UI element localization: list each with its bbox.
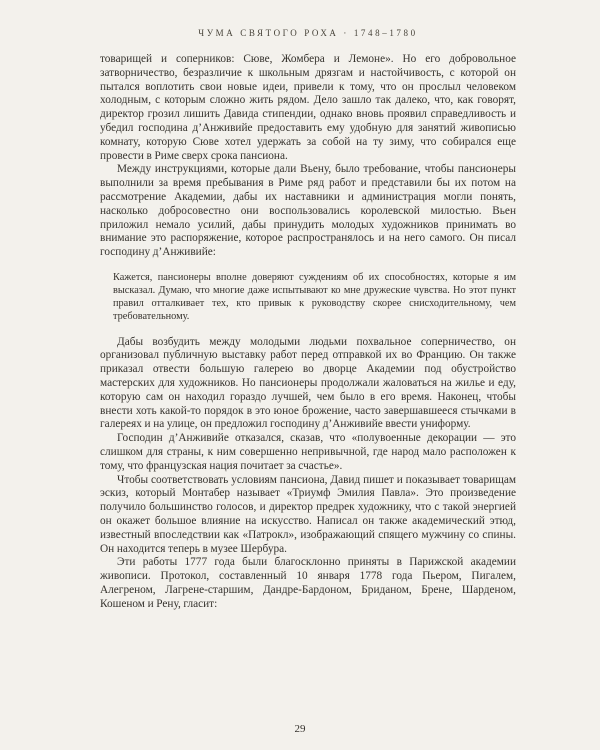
text-block — [100, 53, 516, 612]
body-paragraph: Господин д’Анживийе отказался, сказав, что «полувоенные декорации — это слишком для страны, к ним совершенно непривычной, где народ мало расположен к тому, что французская нация почитает за счастье». — [100, 432, 516, 472]
page-number: 29 — [294, 723, 306, 735]
body-paragraph: Эти работы 1777 года были благосклонно приняты в Парижской академии живописи. Протокол, составленный 10 января 1778 года Пьером, Пигалем, Алегреном, Лагрене-старшим, Дандре-Бардоном, Бриданом, Брене, Шарденом, Кошеном и Рену, гласит: — [100, 556, 516, 610]
running-header: ЧУМА СВЯТОГО РОХА · 1748–1780 — [198, 28, 418, 38]
block-quote: Кажется, пансионеры вполне доверяют суждениям об их способностях, которые я им высказал. Думаю, что многие даже испытывают ко мне дружеские чувства. Но этот пункт правил отталкивает тех, кто привык к руководству скорее снисходительному, чем требовательному. — [113, 271, 516, 322]
body-paragraph: Чтобы соответствовать условиям пансиона, Давид пишет и показывает товарищам эскиз, который Монтабер называет «Триумф Эмилия Павла». Это произведение получило большинство голосов, и директор предрек художнику, что с такой энергией он окажет большое влияние на искусство. Написал он также академический этюд, известный впоследствии как «Патрокл», изображающий спящего мужчину со спины. Он находится теперь в музее Шербура. — [100, 473, 516, 555]
body-paragraph: товарищей и соперников: Сюве, Жомбера и Лемоне». Но его добровольное затворничество, безразличие к школьным дрязгам и настойчивость, с которой он пытался воплотить свои новые идеи, привели к тому, что он прослыл человеком холодным, с которым сложно жить рядом. Дело зашло так далеко, что, как говорят, директор грозил лишить Давида стипендии, однако вновь проявил справедливость и убедил господина д’Анживийе предоставить ему удобную для занятий живописью комнату, которую Сюве хотел удержать за собой на ту зиму, что собирался еще провести в Риме сверх срока пансиона. — [100, 53, 516, 162]
body-paragraph: Между инструкциями, которые дали Вьену, было требование, чтобы пансионеры выполнили за время пребывания в Риме ряд работ и представили бы их потом на рассмотрение Академии, дабы их наставники и администрация могли понять, насколько добросовестно они воспользовались королевской милостью. Вьен приложил немало усилий, дабы принудить молодых художников принимать во внимание это распоряжение, которое распространялось и на него самого. Он писал господину д’Анживийе: — [100, 163, 516, 259]
body-paragraph: Дабы возбудить между молодыми людьми похвальное соперничество, он организовал публичную выставку работ перед отправкой их во Францию. Он также приказал отвести большую галерею во дворце Академии под обустройство мастерских для художников. Но пансионеры продолжали жаловаться на жилье и еду, которую сам он находил гораздо лучшей, чем было в его время. Наконец, чтобы внести хоть какой-то порядок в это юное брожение, часто завершавшееся стычками в галереях и на улице, он предложил господину д’Анживийе ввести униформу. — [100, 335, 516, 431]
